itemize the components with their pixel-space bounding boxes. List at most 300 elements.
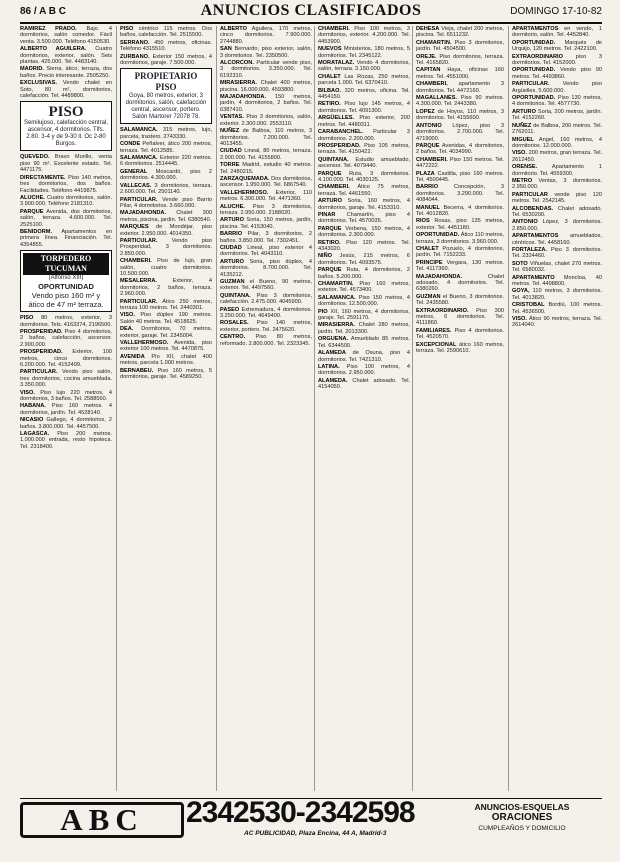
classified-ad <box>220 279 312 292</box>
ad-heading: ALUCHE. <box>20 194 45 201</box>
ad-text: de Hoyos, 110 metros, 3 dormitorios. Tel. 4155600. <box>416 108 504 122</box>
ad-heading: EXCEPCIONAL <box>416 341 457 348</box>
classified-ad <box>220 217 312 230</box>
ad-text: 200 metros, gran terraza. Tel. 2612450. <box>512 150 602 163</box>
ad-heading: OPORTUNIDAD. <box>512 39 556 46</box>
ad-heading: AVENIDA <box>120 353 145 360</box>
ad-heading: VISO. <box>120 312 135 319</box>
classified-ad <box>20 229 112 248</box>
ad-text: Piso 140 metros, tres dormitorios, dos baños. Facilidades. Teléfono 4419875. <box>20 174 112 194</box>
ad-heading: VENTAS. <box>220 114 244 121</box>
ad-text: Jesús, 215 metros, 6 dormitorios. Tel. 4093575. <box>318 253 410 266</box>
ad-heading: CENTRO. <box>220 334 246 341</box>
ad-text: Ático 75 metros, terraza. Tel. 4461550. <box>318 184 410 197</box>
classified-ad <box>416 40 504 53</box>
ad-text: Piso lujo 220 metros, 4 dormitorios, 3 baños. Tel. 2588560. <box>20 389 112 403</box>
ad-heading: ALBERTO <box>220 26 247 32</box>
ad-heading: PASEO <box>220 306 240 313</box>
ad-text: 320 metros, oficina. Tel. 4454150. <box>318 87 410 101</box>
ad-heading: VALLEHERMOSO. <box>220 189 269 196</box>
ad-text: Chalet 300 metros, piscina, jardín. Tel. 6380540. <box>120 210 212 223</box>
classified-ad <box>416 274 504 293</box>
classified-ad <box>416 67 504 80</box>
ad-text: 450 metros, oficinas. Teléfono 4315510. <box>120 39 212 53</box>
classified-ad <box>318 281 410 294</box>
classified-ad <box>512 275 602 288</box>
classified-ad <box>20 209 112 228</box>
classified-ad <box>120 197 212 210</box>
column-5 <box>416 26 504 791</box>
ad-text: Exterior 220 metros. 6 dormitorios. 2514445. <box>120 155 212 168</box>
classified-ad <box>512 302 602 315</box>
ad-heading: ARTURO <box>220 217 244 224</box>
classified-ad <box>120 169 212 182</box>
classified-ad <box>512 54 602 67</box>
classified-ad <box>20 349 112 368</box>
classified-ad <box>318 101 410 114</box>
phone-numbers: 2342530-2342598 <box>186 796 415 829</box>
page-footer <box>20 798 602 841</box>
classified-ad <box>318 26 410 45</box>
column-6 <box>512 26 602 791</box>
classified-ad <box>512 247 602 260</box>
classified-ad <box>416 342 504 355</box>
ad-text: Exterior, 4 dormitorios, 2 baños, terraza. 2.960.000. <box>120 278 212 298</box>
classified-ad <box>120 326 212 339</box>
classified-ad <box>416 157 504 170</box>
classified-ad <box>20 369 112 388</box>
ad-text: Rosas, piso 135 metros, exterior. Tel. 4451180. <box>416 218 504 231</box>
classified-ad <box>120 258 212 277</box>
classified-ad <box>318 212 410 225</box>
column-divider <box>314 26 315 791</box>
ad-heading: PISO <box>120 26 134 32</box>
classified-ad <box>318 171 410 184</box>
ad-heading: RETIRO. <box>318 239 341 246</box>
classified-ad <box>220 26 312 45</box>
classified-ad <box>512 26 602 39</box>
ad-text: Dormitorios, 70 metros, exterior, garaje. Tel. 2345004. <box>120 326 212 339</box>
ad-heading: GOYA, <box>512 288 530 295</box>
classified-ad <box>120 368 212 381</box>
classified-ad <box>416 308 504 327</box>
ad-heading: PIO <box>318 308 328 315</box>
ad-text: amueblados, céntricos. Tel. 4458160. <box>512 233 602 246</box>
classified-ad <box>416 205 504 218</box>
ad-text: Vendo piso Argüelles. 5.600.000. <box>512 81 602 94</box>
ad-text: Moncloa, 40 metros. Tel. 4498800. <box>512 274 602 288</box>
ad-text: Peñalver, ático 200 metros, terraza. Tel. 4012585. <box>120 141 212 154</box>
ad-text: de Osuna, piso 4 dormitorios. Tel. 7421310. <box>318 350 410 363</box>
ad-heading: EXTRAORDINARIO. <box>416 307 469 314</box>
ad-text: Piso 120 metros. Tel. 4343020. <box>318 239 410 252</box>
ad-heading: SALAMANCA. <box>120 155 158 162</box>
classified-ad <box>512 233 602 246</box>
ad-text: Vieja, chalet 200 metros, piscina. Tel. 6511232. <box>416 26 504 39</box>
abc-logo <box>20 802 184 838</box>
classified-ad <box>220 148 312 161</box>
classified-ad <box>20 46 112 65</box>
ad-heading: QUINTANA. <box>220 292 251 299</box>
classified-ad <box>220 60 312 79</box>
column-4 <box>318 26 410 791</box>
ad-text: piso 3 dormitorios. Tel. 4152000. <box>512 53 602 67</box>
ad-text: Piso 4 dormitorios. Tel. 4520570. <box>416 327 504 341</box>
classified-ad <box>512 288 602 301</box>
ad-text: XII, 160 metros, 4 dormitorios, garaje. Tel. 2591170. <box>318 308 410 322</box>
ad-heading: BERNABEU. <box>120 367 154 374</box>
ad-types-line3: CUMPLEAÑOS Y DOMICILIO <box>478 825 566 832</box>
classified-ad <box>512 261 602 274</box>
ad-heading: CHAMBERI. <box>318 184 350 191</box>
ad-text: Aguilera, 170 metros, cinco dormitorios. 7.900.000. 2744880. <box>220 26 312 45</box>
ad-text: Piso 105 metros, terraza. Tel. 4150422. <box>318 142 410 156</box>
classified-ad <box>220 46 312 59</box>
ad-text: el Bueno, 3 dormitorios. Tel. 2435580. <box>416 293 504 307</box>
ad-heading: PARQUE <box>20 208 44 215</box>
ad-text: Estudio amueblado, ascensor. Tel. 4079440. <box>318 156 410 170</box>
ad-text: Piso 3 dormitorios, salón, exterior. 2.300.000. 2553110. <box>220 114 312 127</box>
classified-ad <box>512 95 602 108</box>
ad-heading: PINAR <box>318 211 336 218</box>
ad-text: Bordiú, 100 metros. Tel. 4536500. <box>512 302 602 315</box>
classified-ad <box>220 231 312 244</box>
ad-text: Sierra, ático, terraza, dos baños. Precio interesante. 2505250. <box>20 66 112 79</box>
ad-heading: CAPITAN <box>416 67 441 74</box>
ad-heading: MAGALLANES. <box>416 95 458 102</box>
ad-text: Vende piso Barrio Pilar, 4 dormitorios. 3.660.000. <box>120 196 212 209</box>
ad-heading: PARTICULAR. <box>120 237 158 244</box>
column-1 <box>20 26 112 791</box>
ad-heading: SAN <box>220 46 232 53</box>
ad-text: Piso 160 metros, exterior. Tel. 4573400. <box>318 281 410 294</box>
classified-ad <box>20 154 112 173</box>
classified-ad <box>512 67 602 80</box>
ad-heading: NUÑEZ <box>512 122 532 129</box>
ad-text: Chalet 400 metros, piscina. 16.000.000. 4593800. <box>220 80 312 93</box>
ad-heading: CHAMBERI. <box>120 258 152 265</box>
ad-heading: PARQUE <box>318 267 342 274</box>
ad-heading: NUÑEZ <box>220 128 240 135</box>
ad-heading: SOTO <box>512 260 528 267</box>
ad-text: Exterior 150 metros, 4 dormitorios, garaje. 7.500.000. <box>120 53 212 67</box>
ad-text: Chalet adosado, 4 dormitorios. Tel. 6380260. <box>416 273 504 293</box>
classified-ad <box>512 81 602 94</box>
ad-types-line2: ORACIONES <box>491 812 553 823</box>
ad-types-line1: ANUNCIOS-ESQUELAS <box>474 802 570 812</box>
classified-ad <box>318 295 410 308</box>
ad-heading: VISO. <box>20 389 35 396</box>
ad-text: Moscardó, piso 2 dormitorios. 4.300.000. <box>120 168 212 182</box>
column-2 <box>120 26 212 791</box>
ad-heading: PARTICULAR. <box>20 369 58 376</box>
ad-heading: MIRASIERRA. <box>220 80 257 87</box>
ad-heading: PARTICULAR. <box>120 298 158 305</box>
classified-ad <box>318 115 410 128</box>
ad-text: 150 metros, jardín, 4 dormitorios, 2 baños. Tel. 6387410. <box>220 94 312 113</box>
ad-text: Verbena, 150 metros, 4 dormitorios. 2.300.000. <box>318 225 410 239</box>
ad-heading: MARQUES <box>120 224 149 231</box>
ad-text: Gallego, 4 dormitorios, 2 baños. 3.800.000. Tel. 4457500. <box>20 417 112 430</box>
classified-ad <box>318 364 410 377</box>
column-3 <box>220 26 312 791</box>
classified-ad <box>318 322 410 335</box>
ad-heading: APARTAMENTO <box>512 274 555 281</box>
ad-heading: BENIDORM. <box>20 228 53 235</box>
classified-ad <box>20 329 112 348</box>
classified-ad <box>20 26 112 45</box>
classified-ad <box>318 74 410 87</box>
boxed-ad-torpedero <box>20 250 112 312</box>
ad-text: Bernardo, piso exterior, salón, 3 dormitorios. Tel. 2350500. <box>220 46 312 59</box>
classified-ad <box>20 403 112 416</box>
ad-heading: SALAMANCA. <box>318 294 356 301</box>
classified-ad <box>318 378 410 391</box>
ad-text: Becerra, 4 dormitorios. Tel. 4012820. <box>416 204 504 217</box>
ad-text: Particular 3 dormitorios. 2.200.000. <box>318 129 410 142</box>
ad-heading: BILBAO. <box>318 87 341 94</box>
ad-heading: GUZMAN <box>220 279 245 286</box>
ad-heading: MORATALAZ. <box>318 60 355 67</box>
boxed-ad-subtitle: (Alfonso XIII) <box>48 275 84 282</box>
ad-heading: RIOS <box>416 218 430 225</box>
ad-text: Soria, piso dúplex, 4 dormitorios. 8.700.000. Tel. 4135212. <box>220 258 312 278</box>
ad-text: Extremadura, 4 dormitorios. 3.250.000. Tel. 4649400. <box>220 306 312 320</box>
classified-ad <box>318 46 410 59</box>
classified-ad <box>318 240 410 253</box>
ad-text: 110 metros, 3 dormitorios. Tel. 4013820. <box>512 288 602 301</box>
ad-text: ático 160 metros, terraza. Tel. 2590610. <box>416 341 504 355</box>
ad-text: de Mondéjar, piso exterior. 2.950.000. 4014350. <box>120 224 212 237</box>
ad-text: Vendo 4 dormitorios, salón, terraza. 3.150.000. <box>318 60 410 73</box>
ad-heading: SERRANO. <box>120 39 150 46</box>
ad-text: Piso exterior, 200 metros. Tel. 4480311. <box>318 115 410 128</box>
ad-text: 80 metros, exterior, 3 dormitorios. Tels. 4163374, 2196500. <box>20 315 112 328</box>
classified-ad <box>220 334 312 347</box>
page-number: 86 / A B C <box>20 6 66 17</box>
ad-text: Vendo chalet en Soto, 80 m², dormitorios, calefacción. Tel. 4489800. <box>20 80 112 100</box>
ad-text: Lineal, piso exterior 4 dormitorios. Tel. 4043110. <box>220 245 312 258</box>
classified-ad <box>120 238 212 257</box>
ad-text: Avenida, piso exterior 100 metros. Tel. 4470875. <box>120 340 212 353</box>
ad-text: 315 metros, lujo, parcela, trastero. 2743330. <box>120 127 212 140</box>
classified-ad <box>318 198 410 211</box>
ad-heading: ANTONIO <box>512 219 538 226</box>
ad-text: Chalet 280 metros, jardín. Tel. 2013300. <box>318 322 410 335</box>
ad-text: 3 dormitorios, terraza. 2.600.000. Tel. 2501140. <box>120 182 212 196</box>
classified-ad <box>120 278 212 297</box>
ad-text: Castilla, piso 160 metros. Tel. 4500445. <box>416 170 504 183</box>
ad-heading: MADRID. <box>20 66 44 73</box>
ad-heading: BARRIO <box>416 184 439 191</box>
ad-text: Bajo. 4 dormitorios, salón comedor. Fácil venta. 3.500.000. Teléfono 4150530. <box>20 26 112 45</box>
ad-heading: CHAMARTIN. <box>416 39 452 46</box>
ad-text: Piso lujo 145 metros, 4 dormitorios. Tel. 4091300. <box>318 101 410 114</box>
ad-text: Piso 100 metros, 4 dormitorios. 2.950.000. <box>318 363 410 377</box>
ad-heading: ORGUENA. <box>318 336 349 343</box>
classified-ad <box>512 40 602 53</box>
ad-heading: OPORTUNIDAD. <box>512 67 556 74</box>
ad-text: Piso dormitorios, terraza. Tel. 4165820. <box>416 53 504 67</box>
ad-heading: PISO <box>20 315 34 322</box>
ad-heading: PARTICULAR. <box>512 81 550 88</box>
ad-text: Apartamentos en primera línea. Financiación. Tel. 4354855. <box>20 228 112 248</box>
ad-heading: LOPEZ <box>416 108 435 115</box>
ad-heading: QUINTANA. <box>318 156 349 163</box>
ad-text: Piso 200 metros. 1.000.000 entrada, resto hipoteca. Tel. 2318400. <box>20 431 112 450</box>
classified-ad <box>220 114 312 127</box>
classified-ad <box>20 417 112 430</box>
classified-ad <box>220 307 312 320</box>
ad-heading: ANTONIO <box>416 122 442 129</box>
ad-text: López, 3 dormitorios. 2.850.000. <box>512 219 602 232</box>
classified-ad <box>318 157 410 170</box>
ad-text: Chamartín, piso 4 dormitorios. Tel. 4570035. <box>318 211 410 225</box>
ad-text: Ruta, 4 dormitorios, 2 baños. 5.200.000. <box>318 267 410 280</box>
ad-text: Soria, 160 metros, 4 dormitorios, garaje. Tel. 4153310. <box>318 198 410 211</box>
ad-heading: RAMIREZ PRADO. <box>20 26 77 32</box>
ad-heading: CRISTOBAL <box>512 302 545 309</box>
ad-text: Piso 3 dormitorios. Tel. 2324460. <box>512 247 602 260</box>
ad-text: Marqués de Urquijo, 120 metros. Tel. 2422100. <box>512 39 602 53</box>
ad-heading: CHAMARTIN. <box>318 281 354 288</box>
classified-ad <box>416 123 504 142</box>
classified-ad <box>220 80 312 93</box>
classified-ad <box>20 66 112 79</box>
ad-heading: MIGUEL <box>512 136 534 143</box>
classified-ad <box>120 210 212 223</box>
classified-ad <box>512 178 602 191</box>
ad-text: Angel, 160 metros, 4 dormitorios. 12.000.000. <box>512 136 602 149</box>
boxed-ad-piso <box>20 101 112 151</box>
ad-text: Vendo piso Prosperidad, 3 dormitorios. 2.850.000. <box>120 237 212 257</box>
ad-text: Particular vende piso, 3 dormitorios. 3.350.000. Tel. 6192310. <box>220 60 312 79</box>
ad-heading: NIÑO <box>318 253 332 260</box>
ad-text: Concepción, 3 dormitorios. 3.290.000. Tel. 4084044. <box>416 184 504 204</box>
boxed-ad-body: Semilujoso, calefacción central, ascensor, 4 dormitorios. Tlfs. 2.80. 3-4 y de 9-30 ll. Oc 2-80 Burgos. <box>23 120 109 148</box>
ad-text: Ruta, 3 dormitorios. 4.100.000. Tel. 4030125. <box>318 170 410 183</box>
section-title: ANUNCIOS CLASIFICADOS <box>200 2 422 19</box>
ad-text: Piso 4 dormitorios, 2 baños, calefacción, ascensor. 2.900.000. <box>20 328 112 348</box>
boxed-ad-body: Vendo piso 160 m² y ático de 47 m² terraza. <box>28 291 104 310</box>
classified-ad <box>20 315 112 328</box>
classified-ad <box>416 143 504 156</box>
classified-ad <box>20 390 112 403</box>
ad-text: Chalet adosado. Tel. 6530200. <box>512 205 602 218</box>
ad-text: Piso 3 dormitorios, jardín. Tel. 4504500. <box>416 39 504 53</box>
ad-text: vende piso 120 metros. Tel. 2542145. <box>512 191 602 205</box>
classified-ad <box>20 80 112 99</box>
classified-ad <box>220 176 312 189</box>
classified-ad <box>512 219 602 232</box>
ad-heading: LATINA. <box>318 363 340 370</box>
classified-ad <box>220 128 312 147</box>
classified-ad <box>20 195 112 208</box>
ad-text: Piso de lujo, gran salón, cuatro dormitorios. 10.500.000. <box>120 258 212 277</box>
ad-text: Ministerios, 180 metros, 5 dormitorios. Tel. 2345122. <box>318 46 410 59</box>
ad-heading: ARTURO <box>318 198 342 205</box>
ad-heading: FAMILIARES. <box>416 327 452 334</box>
classified-ad <box>220 259 312 278</box>
classified-ad <box>416 232 504 245</box>
ad-heading: TORRE <box>220 162 240 169</box>
ad-heading: ALBERTO AGUILERA. <box>20 46 87 53</box>
ad-heading: RETIRO. <box>318 101 341 108</box>
classified-ad <box>318 184 410 197</box>
classified-ad <box>318 350 410 363</box>
ad-text: Cuatro dormitorios, salón. 3.900.000. Teléfono 2181310. <box>20 194 112 208</box>
ad-heading: MAJADAHONDA. <box>120 210 166 217</box>
classified-ad <box>220 204 312 217</box>
ad-text: Avenidas, 4 dormitorios, 2 baños. Tel. 4034990. <box>416 142 504 156</box>
boxed-ad-body: Goya, 80 metros, exterior, 3 dormitorios, salón, calefacción central, ascensor, portero. Salón Martorer 72078 78. <box>125 93 207 121</box>
classified-ad <box>220 245 312 258</box>
ad-heading: PROSPERIDAD. <box>20 328 63 335</box>
classified-ad <box>416 246 504 259</box>
ad-heading: FORTALEZA. <box>512 247 548 253</box>
ad-heading: NICASIO <box>20 417 44 424</box>
ad-text: Ventas, 3 dormitorios. 2.950.000. <box>512 177 602 191</box>
classified-ad <box>512 192 602 205</box>
ad-text: Las Rozas, 250 metros, parcela 1.000. Tel. 6370410. <box>318 73 410 87</box>
classified-ad <box>318 143 410 156</box>
ad-heading: CARABANCHEL. <box>318 129 364 136</box>
ad-heading: ALUCHE. <box>220 203 245 210</box>
classified-ad <box>416 26 504 39</box>
classified-ad <box>318 253 410 266</box>
classified-ad <box>220 293 312 306</box>
ad-text: Piso dúplex 190 metros. Salón 40 metros. Tel. 4518625. <box>120 312 212 325</box>
ad-heading: CHALET <box>416 246 439 252</box>
ad-heading: ZURBANO. <box>120 53 150 60</box>
classified-ad <box>416 294 504 307</box>
ad-heading: PLAZA <box>416 170 435 177</box>
classified-ad <box>416 171 504 184</box>
ad-text: Soria, 200 metros, jardín. Tel. 4152260. <box>512 108 602 122</box>
ad-text: Piso 130 metros, 4 dormitorios. Tel. 4577730. <box>512 95 602 108</box>
ad-text: Chalet adosado. Tel. 4154050. <box>318 377 410 391</box>
ad-text: Pilar, 3 dormitorios, 2 baños. 3.850.000. Tel. 7302451. <box>220 231 312 244</box>
classified-ad <box>120 40 212 53</box>
classified-ad <box>318 88 410 101</box>
classified-ad <box>416 95 504 108</box>
classified-ad <box>416 328 504 341</box>
ad-text: Bravo Murillo, venta piso 90 m². Excelente estado. Tel. 4471175. <box>20 154 112 174</box>
classified-ad <box>512 109 602 122</box>
ad-heading: PROSPERIDAD. <box>318 142 361 149</box>
agency-address: AC PUBLICIDAD, Plaza Encina, 44 A, Madrid-3 <box>244 830 387 837</box>
ad-text: de Balboa, 110 metros, 3 dormitorios. 7.200.000. Tel. 4013455. <box>220 128 312 147</box>
classified-ad <box>512 164 602 177</box>
classified-ad <box>20 431 112 450</box>
classified-ad <box>416 81 504 94</box>
ad-heading: VALLECAS. <box>120 182 152 189</box>
ad-heading: PRINCIPE <box>416 259 443 266</box>
ad-heading: CHAMBERI, <box>416 81 448 88</box>
ad-heading: METRO <box>512 177 533 184</box>
ad-text: Vendo piso 90 metros. Tel. 4493860. <box>512 67 602 80</box>
ad-heading: ARTURO <box>512 108 536 115</box>
classified-ad <box>20 175 112 194</box>
classified-columns <box>20 26 602 791</box>
boxed-ad-tag: OPORTUNIDAD <box>38 282 94 292</box>
ad-heading: ORENSE. <box>512 164 538 171</box>
ad-text: Ático 110 metros, terraza, 3 dormitorios. 3.960.000. <box>416 232 504 245</box>
ad-text: Vendo piso salón, tres dormitorios, cocina amueblada. 3.350.000. <box>20 369 112 389</box>
page-header <box>20 2 602 24</box>
column-divider <box>412 26 413 791</box>
ad-heading: SALAMANCA. <box>120 127 158 134</box>
